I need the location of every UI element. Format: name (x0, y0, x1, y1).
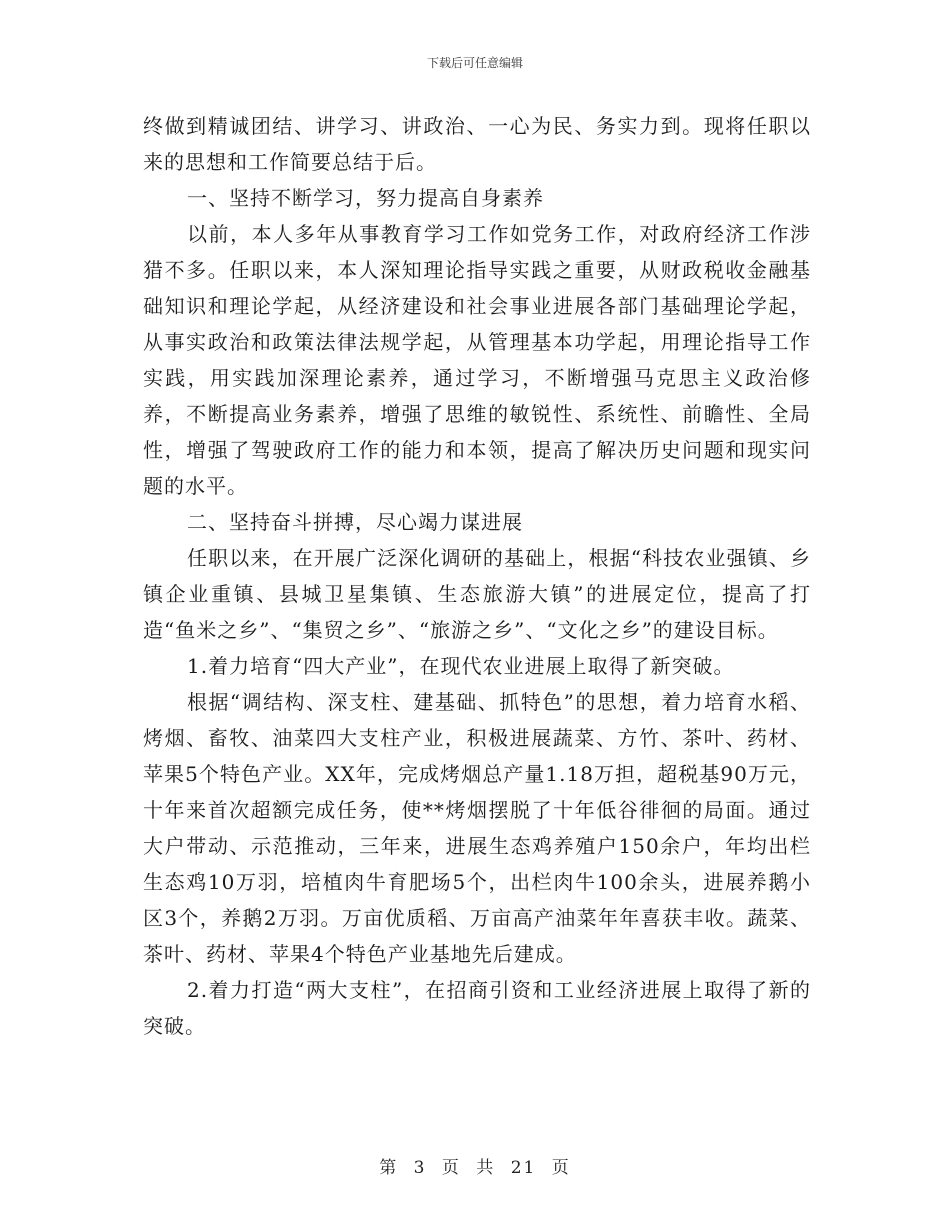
document-body (143, 108, 811, 1044)
page-mid: 页 (441, 1158, 461, 1178)
page-header: 下载后可任意编辑 (426, 56, 523, 70)
page-suffix: 页 (551, 1158, 571, 1178)
paragraph-1: 终做到精诚团结、讲学习、讲政治、一心为民、务实力到。现将任职以来的思想和工作简要总结于后。 (143, 114, 811, 174)
paragraph-4: 根据“调结构、深支柱、建基础、抓特色”的思想，着力培育水稻、烤烟、畜牧、油菜四大支柱产业，积极进展蔬菜、方竹、茶叶、药材、苹果5个特色产业。XX年，完成烤烟总产量1.18万担，超税基90万元，十年来首次超额完成任务，使**烤烟摆脱了十年低谷徘徊的局面。通过大户带动、示范推动，三年来，进展生态鸡养殖户150余户，年均出栏生态鸡10万羽，培植肉牛育肥场5个，出栏肉牛100余头，进展养鹅小区3个，养鹅2万羽。万亩优质稻、万亩高产油菜年年喜获丰收。蔬菜、茶叶、药材、苹果4个特色产业基地先后建成。 (143, 690, 811, 966)
section-heading-1: 一、坚持不断学习，努力提高自身素养 (187, 186, 544, 210)
page-current: 3 (413, 1158, 427, 1178)
section-heading-2: 二、坚持奋斗拼搏，尽心竭力谋进展 (187, 510, 523, 534)
paragraph-3: 任职以来，在开展广泛深化调研的基础上，根据“科技农业强镇、乡镇企业重镇、县城卫星集镇、生态旅游大镇”的进展定位，提高了打造“鱼米之乡”、“集贸之乡”、“旅游之乡”、“文化之乡”的建设目标。 (143, 546, 811, 642)
page-footer (0, 1153, 950, 1178)
page-total: 21 (510, 1158, 537, 1178)
paragraph-2: 以前，本人多年从事教育学习工作如党务工作，对政府经济工作涉猎不多。任职以来，本人深知理论指导实践之重要，从财政税收金融基础知识和理论学起，从经济建设和社会事业进展各部门基础理论学起，从事实政治和政策法律法规学起，从管理基本功学起，用理论指导工作实践，用实践加深理论素养，通过学习，不断增强马克思主义政治修养，不断提高业务素养，增强了思维的敏锐性、系统性、前瞻性、全局性，增强了驾驶政府工作的能力和本领，提高了解决历史问题和现实问题的水平。 (143, 222, 811, 498)
subheading-1: 1.着力培育“四大产业”，在现代农业进展上取得了新突破。 (187, 654, 735, 678)
page-total-prefix: 共 (476, 1158, 496, 1178)
subheading-2: 2.着力打造“两大支柱”，在招商引资和工业经济进展上取得了新的突破。 (143, 978, 811, 1038)
page-prefix: 第 (379, 1158, 399, 1178)
